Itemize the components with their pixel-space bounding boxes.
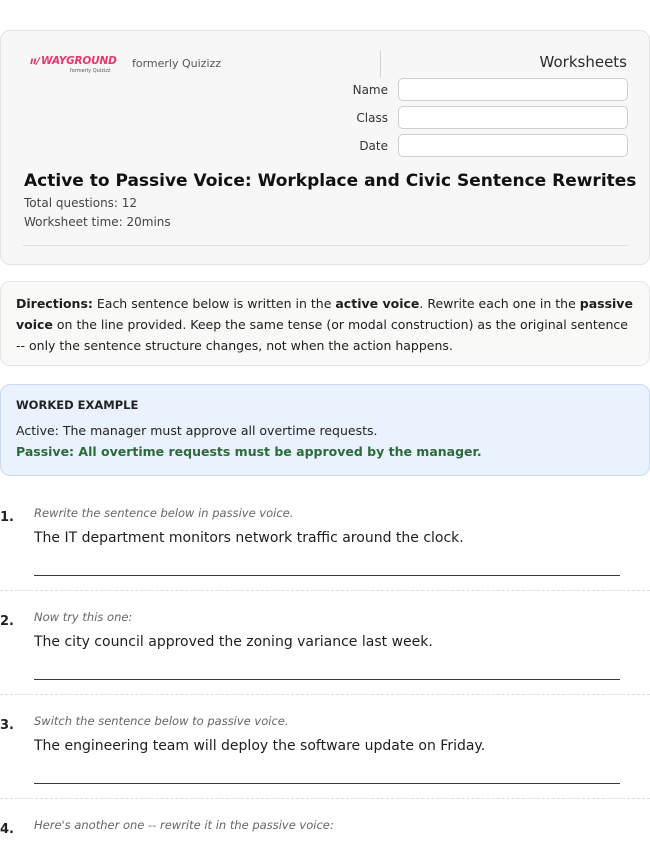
class-label: Class — [356, 111, 388, 125]
question-number: 4. — [0, 822, 14, 837]
directions-text-1: Each sentence below is written in the — [92, 296, 336, 311]
name-field[interactable] — [398, 78, 628, 101]
question-sentence: The IT department monitors network traffic around the clock. — [34, 530, 464, 546]
header-divider — [380, 50, 381, 78]
question-number: 1. — [0, 510, 14, 525]
question-sentence: The city council approved the zoning variance last week. — [34, 634, 433, 650]
question-2 — [0, 604, 650, 708]
directions-text-2: . Rewrite each one in the — [419, 296, 580, 311]
directions-lead: Directions: — [16, 296, 93, 311]
question-separator — [0, 694, 650, 695]
question-sentence: The engineering team will deploy the software update on Friday. — [34, 738, 486, 754]
total-questions: Total questions: 12 — [24, 196, 138, 210]
answer-line[interactable] — [34, 679, 620, 680]
question-3 — [0, 708, 650, 812]
class-field[interactable] — [398, 106, 628, 129]
header-rule — [23, 245, 628, 246]
name-label: Name — [352, 83, 388, 97]
directions-box — [0, 281, 650, 366]
worked-example-box — [0, 384, 650, 476]
date-label: Date — [359, 139, 388, 153]
question-instruction: Switch the sentence below to passive voice. — [34, 714, 289, 728]
logo-subtext: formerly Quizizz — [70, 68, 111, 74]
directions-active-voice: active voice — [335, 296, 420, 311]
formerly-label: formerly Quizizz — [132, 57, 222, 70]
date-field[interactable] — [398, 134, 628, 157]
question-4 — [0, 812, 650, 842]
question-separator — [0, 590, 650, 591]
question-instruction: Now try this one: — [34, 610, 133, 624]
example-passive: Passive: All overtime requests must be approved by the manager. — [16, 444, 482, 459]
question-instruction: Rewrite the sentence below in passive voice. — [34, 506, 294, 520]
worksheet-title: Active to Passive Voice: Workplace and Civic Sentence Rewrites — [24, 171, 637, 191]
wayground-logo — [30, 56, 120, 76]
example-heading: WORKED EXAMPLE — [16, 398, 139, 412]
worksheets-label: Worksheets — [539, 53, 627, 71]
directions-passive-voice: passive voice — [16, 296, 633, 332]
example-active: Active: The manager must approve all overtime requests. — [16, 423, 378, 438]
answer-line[interactable] — [34, 575, 620, 576]
question-1 — [0, 500, 650, 604]
worksheet-time: Worksheet time: 20mins — [24, 215, 171, 229]
question-number: 3. — [0, 718, 14, 733]
question-separator — [0, 798, 650, 799]
logo-wordmark: WAYGROUND — [41, 55, 117, 67]
directions-text-3: on the line provided. Keep the same tense (or modal construction) as the original sentence -- only the sentence structure changes, not when the action happens. — [16, 317, 628, 353]
question-number: 2. — [0, 614, 14, 629]
answer-line[interactable] — [34, 783, 620, 784]
worksheet-header — [0, 30, 650, 265]
logo-mark-icon: ıı/ — [30, 56, 40, 67]
question-instruction: Here's another one -- rewrite it in the passive voice: — [34, 818, 334, 832]
